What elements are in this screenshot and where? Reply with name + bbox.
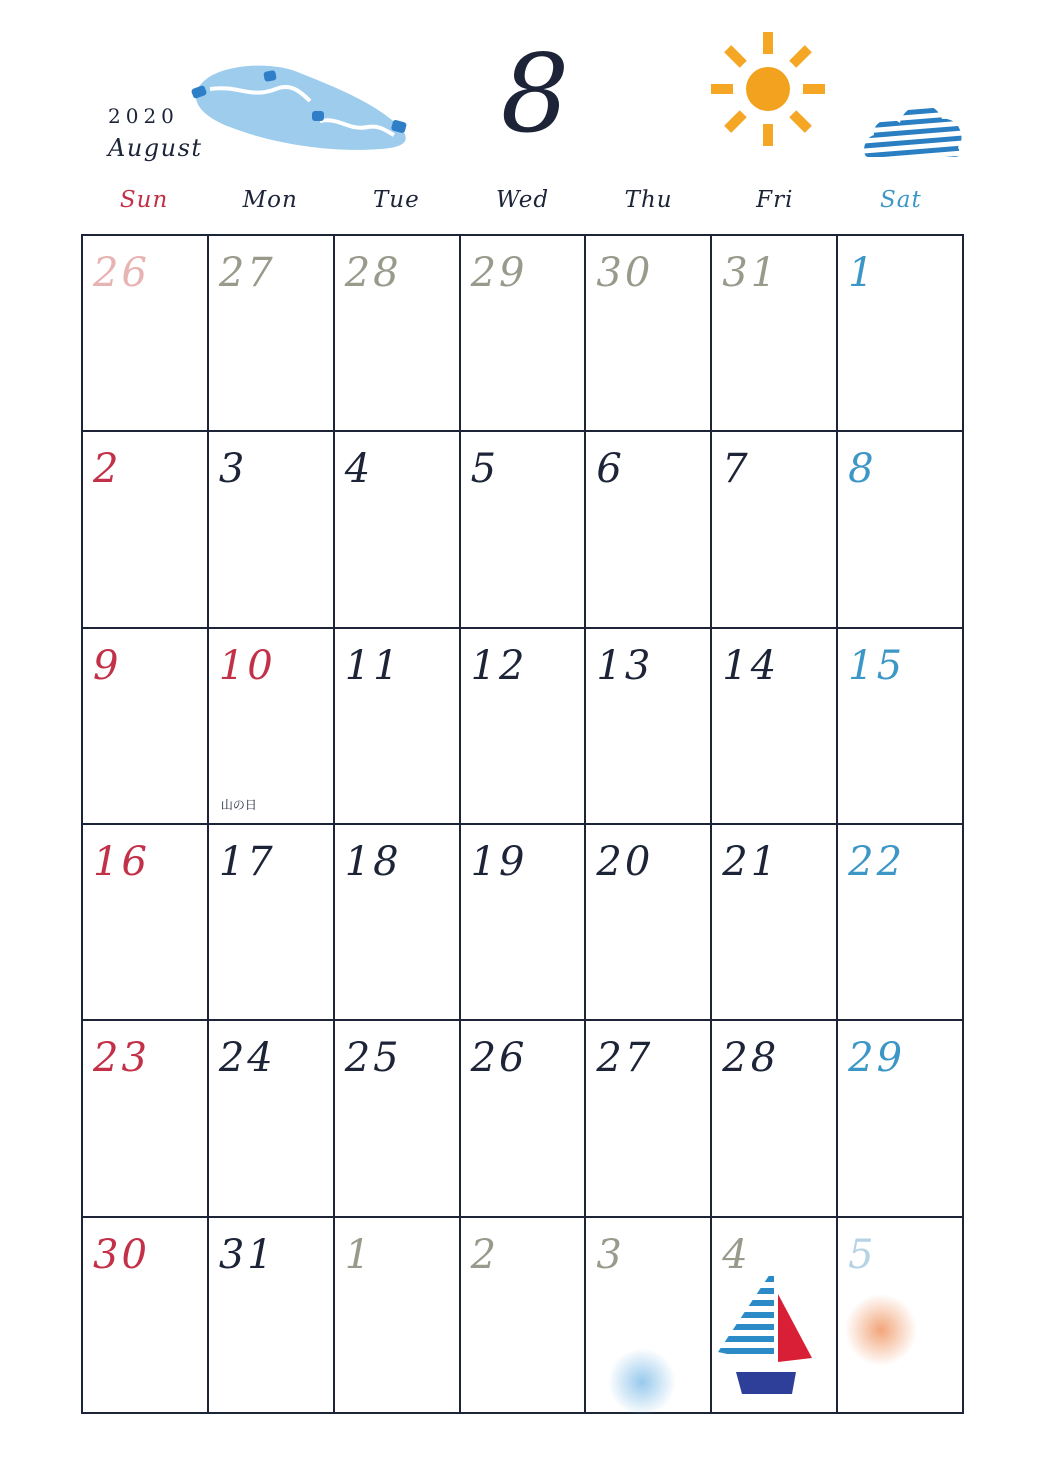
day-cell[interactable] bbox=[335, 1218, 461, 1414]
day-cell[interactable] bbox=[209, 1021, 335, 1217]
day-cell[interactable] bbox=[83, 1218, 209, 1414]
day-number: 1 bbox=[344, 1231, 374, 1278]
day-number: 12 bbox=[470, 642, 528, 689]
day-number: 23 bbox=[93, 1035, 150, 1082]
weekday-mon: Mon bbox=[242, 187, 298, 213]
day-number: 11 bbox=[344, 642, 402, 689]
calendar-grid bbox=[81, 234, 964, 1414]
day-number: 8 bbox=[848, 446, 877, 493]
day-number: 14 bbox=[722, 642, 780, 689]
orange-dot-icon bbox=[843, 1292, 919, 1368]
day-number: 27 bbox=[218, 250, 276, 296]
day-cell[interactable] bbox=[83, 1021, 209, 1217]
day-number: 2 bbox=[470, 1231, 500, 1278]
day-cell[interactable] bbox=[461, 629, 587, 825]
day-number: 31 bbox=[722, 250, 780, 296]
sun-icon bbox=[705, 32, 831, 146]
day-number: 9 bbox=[93, 642, 122, 689]
day-number: 29 bbox=[470, 250, 528, 296]
striped-cloud-icon bbox=[862, 95, 966, 159]
day-number: 25 bbox=[344, 1035, 402, 1082]
day-cell[interactable] bbox=[83, 825, 209, 1021]
weekday-sun: Sun bbox=[119, 187, 169, 213]
day-cell[interactable] bbox=[712, 236, 838, 432]
holiday-label: 山の日 bbox=[220, 797, 257, 812]
day-cell[interactable] bbox=[838, 432, 964, 628]
day-number: 4 bbox=[344, 446, 374, 493]
day-cell[interactable] bbox=[461, 236, 587, 432]
year-label: 2020 bbox=[108, 104, 179, 128]
day-cell[interactable] bbox=[335, 432, 461, 628]
day-cell[interactable] bbox=[335, 236, 461, 432]
day-cell[interactable] bbox=[461, 825, 587, 1021]
day-number: 3 bbox=[218, 446, 248, 493]
blue-dot-icon bbox=[606, 1346, 678, 1418]
day-number: 26 bbox=[93, 250, 150, 296]
day-cell[interactable] bbox=[712, 825, 838, 1021]
weekday-sat: Sat bbox=[880, 187, 922, 213]
day-number: 22 bbox=[848, 838, 906, 885]
day-cell[interactable] bbox=[461, 1021, 587, 1217]
day-number: 15 bbox=[848, 642, 906, 689]
weekday-thu: Thu bbox=[624, 187, 673, 213]
day-cell[interactable] bbox=[838, 1021, 964, 1217]
day-cell[interactable] bbox=[838, 236, 964, 432]
day-cell[interactable] bbox=[335, 1021, 461, 1217]
day-number: 1 bbox=[848, 250, 877, 296]
day-cell[interactable] bbox=[586, 1021, 712, 1217]
day-cell[interactable] bbox=[335, 825, 461, 1021]
day-number: 5 bbox=[470, 446, 500, 493]
day-number: 24 bbox=[218, 1035, 276, 1082]
day-number: 2 bbox=[93, 446, 122, 493]
weekday-wed: Wed bbox=[495, 187, 550, 213]
day-number: 6 bbox=[596, 446, 625, 493]
day-number: 21 bbox=[722, 838, 780, 885]
day-number: 18 bbox=[344, 838, 402, 885]
day-cell[interactable] bbox=[712, 629, 838, 825]
day-cell[interactable] bbox=[712, 1021, 838, 1217]
day-number: 31 bbox=[218, 1231, 276, 1278]
day-cell[interactable] bbox=[209, 236, 335, 432]
day-cell[interactable] bbox=[461, 1218, 587, 1414]
day-number: 19 bbox=[470, 838, 528, 885]
day-number: 10 bbox=[218, 642, 276, 689]
day-cell[interactable] bbox=[335, 629, 461, 825]
sea-clouds-icon bbox=[180, 55, 420, 155]
sailboat-icon bbox=[714, 1264, 814, 1398]
day-number: 3 bbox=[596, 1231, 625, 1278]
month-name: August bbox=[108, 134, 203, 162]
day-number: 26 bbox=[470, 1035, 528, 1082]
month-number: 8 bbox=[500, 32, 570, 157]
day-number: 17 bbox=[218, 838, 276, 885]
day-number: 5 bbox=[848, 1231, 877, 1278]
weekday-tue: Tue bbox=[372, 187, 420, 213]
day-number: 29 bbox=[848, 1035, 906, 1082]
day-cell[interactable] bbox=[586, 629, 712, 825]
day-cell[interactable] bbox=[586, 432, 712, 628]
day-number: 30 bbox=[596, 250, 654, 296]
day-number: 27 bbox=[596, 1035, 654, 1082]
day-cell[interactable] bbox=[83, 629, 209, 825]
day-number: 16 bbox=[93, 838, 150, 885]
day-cell[interactable] bbox=[712, 432, 838, 628]
weekday-fri: Fri bbox=[756, 187, 794, 213]
day-cell[interactable] bbox=[83, 236, 209, 432]
day-cell[interactable] bbox=[838, 629, 964, 825]
day-cell[interactable] bbox=[209, 432, 335, 628]
day-number: 30 bbox=[93, 1231, 150, 1278]
day-cell[interactable] bbox=[209, 1218, 335, 1414]
day-number: 28 bbox=[344, 250, 402, 296]
day-cell[interactable] bbox=[83, 432, 209, 628]
day-cell[interactable] bbox=[209, 825, 335, 1021]
day-number: 28 bbox=[722, 1035, 780, 1082]
day-cell[interactable] bbox=[461, 432, 587, 628]
weekday-header bbox=[81, 180, 964, 220]
day-cell[interactable] bbox=[838, 825, 964, 1021]
day-number: 20 bbox=[596, 838, 654, 885]
day-number: 7 bbox=[722, 446, 751, 493]
day-number: 4 bbox=[722, 1231, 751, 1278]
day-cell[interactable] bbox=[209, 629, 335, 825]
day-cell[interactable] bbox=[586, 236, 712, 432]
day-number: 13 bbox=[596, 642, 654, 689]
day-cell[interactable] bbox=[586, 825, 712, 1021]
